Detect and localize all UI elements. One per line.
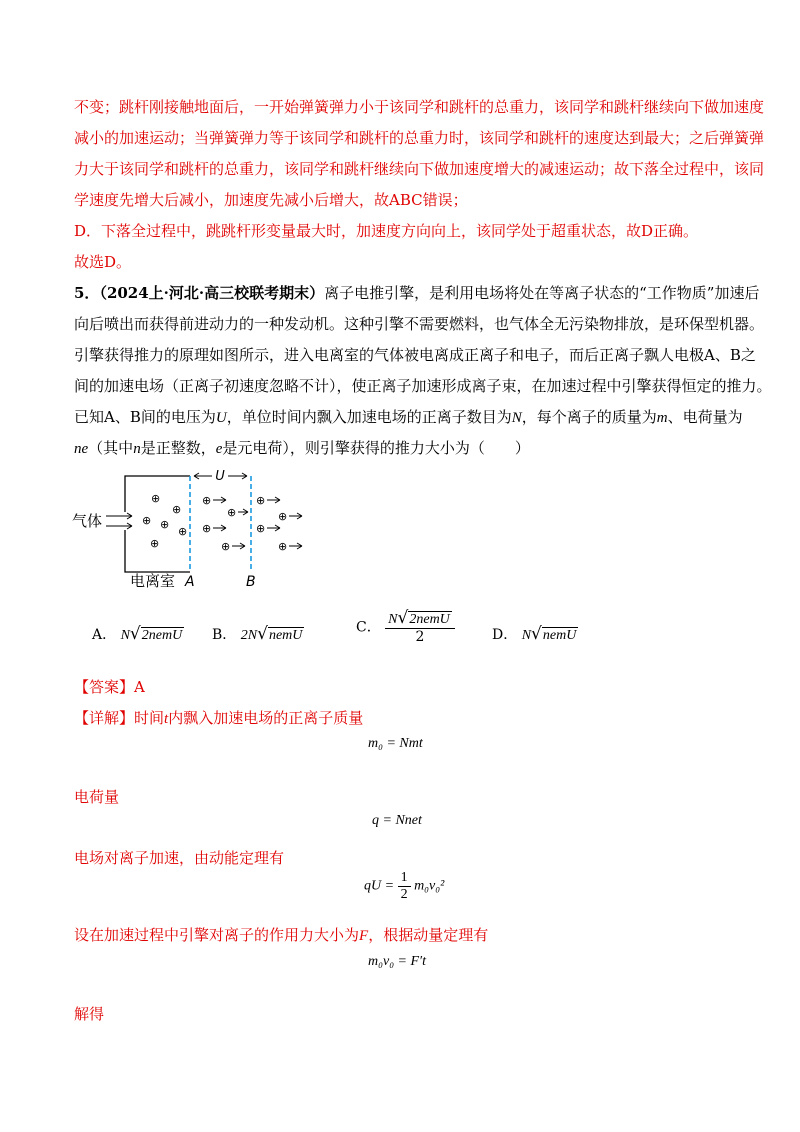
ion: ⊕: [160, 518, 170, 531]
prev-solution-line-3: 力大于该同学和跳杆的总重力，该同学和跳杆继续向下做加速度增大的减速运动；故下落全过程中，该同: [74, 160, 765, 178]
question-line-3: 引擎获得推力的原理如图所示，进入电离室的气体被电离成正离子和电子，而后正离子飘人电极A、B之: [74, 346, 756, 364]
answer-tag: 【答案】: [74, 678, 135, 696]
detail-line-2: 电荷量: [74, 788, 120, 806]
text-fragment: 设在加速过程中引擎对离子的作用力大小为: [74, 926, 360, 944]
sqrt-icon: √: [257, 624, 268, 644]
option-D-coef: N: [521, 628, 532, 643]
ion: ⊕: [202, 494, 212, 507]
var-ne: ne: [74, 441, 89, 457]
ion-arrow: [289, 543, 302, 549]
ion-arrow: [238, 509, 248, 515]
ion: ⊕: [172, 503, 182, 516]
detail-tag: 【详解】: [74, 709, 135, 727]
eq3-denominator: 2: [400, 887, 408, 902]
question-source: （2024上·河北·高三校联考期末）: [99, 284, 325, 302]
text-fragment: （其中: [88, 439, 134, 457]
option-A-radicand: 2nemU: [141, 628, 183, 643]
sqrt-icon: √: [129, 624, 141, 644]
option-C-coef: N: [388, 612, 398, 627]
ion: ⊕: [278, 540, 288, 553]
ion-arrow: [213, 525, 226, 531]
question-line-4: 间的加速电场（正离子初速度忽略不计），使正离子加速形成离子束，在加速过程中引擎获得恒定的推力。: [74, 377, 772, 395]
ion: ⊕: [278, 510, 288, 523]
var-e: e: [215, 441, 223, 457]
eq3-fraction: [398, 870, 411, 903]
var-n: n: [133, 441, 141, 457]
var-F: F: [359, 928, 369, 944]
answer-line: [74, 676, 145, 697]
sqrt-icon: √: [397, 608, 409, 628]
var-N: N: [511, 410, 522, 426]
option-A-coef: N: [120, 628, 130, 643]
option-A: [92, 624, 184, 644]
label-B: B: [246, 574, 256, 588]
question-line-5: [74, 406, 743, 427]
label-chamber: 电离室: [130, 572, 176, 588]
prev-solution-line-2: 减小的加速运动；当弹簧弹力等于该同学和跳杆的总重力时，该同学和跳杆的速度达到最大；之后弹簧弹: [74, 129, 765, 147]
ion: ⊕: [150, 537, 160, 550]
ion: ⊕: [151, 492, 161, 505]
question-number: 5．: [74, 284, 100, 302]
ion: ⊕: [142, 514, 152, 527]
text-fragment: 已知A、B间的电压为: [74, 408, 216, 426]
ion: ⊕: [221, 540, 231, 553]
ion-arrow: [267, 497, 280, 503]
equation-3: [364, 870, 444, 903]
detail-line-3: 电场对离子加速，由动能定理有: [74, 849, 285, 867]
ion-engine-diagram: [70, 468, 330, 588]
ion: ⊕: [227, 506, 237, 519]
equation-2: q = Nnet: [372, 813, 422, 828]
ions-beam: [256, 494, 302, 553]
var-m: m: [656, 410, 668, 426]
option-C-denominator: 2: [415, 629, 425, 645]
option-C-fraction: [385, 608, 455, 645]
var-t: t: [164, 711, 169, 727]
prev-solution-line-6: 故选D。: [74, 253, 132, 271]
text-fragment: ，根据动量定理有: [368, 926, 489, 944]
ion: ⊕: [256, 522, 266, 535]
question-line-1: [74, 282, 759, 303]
ion-arrow: [213, 497, 226, 503]
equation-1: m₀ = Nmt: [368, 736, 423, 751]
text-fragment: 是正整数，: [140, 439, 216, 457]
eq3-right: m₀v₀²: [414, 878, 445, 894]
ion: ⊕: [256, 494, 266, 507]
ion-arrow: [232, 543, 245, 549]
text-fragment: ，单位时间内飘入加速电场的正离子数目为: [226, 408, 512, 426]
var-U: U: [215, 410, 227, 426]
text-fragment: 内飘入加速电场的正离子质量: [168, 709, 364, 727]
option-B-radicand: nemU: [268, 628, 303, 643]
label-gas: 气体: [72, 512, 103, 530]
text-fragment: 时间: [134, 709, 165, 727]
ion: ⊕: [178, 525, 188, 538]
option-D-label: D．: [492, 627, 518, 643]
ion-arrow: [289, 513, 302, 519]
equation-4: m₀v₀ = F′t: [368, 954, 427, 969]
detail-line-1: [74, 707, 363, 728]
sqrt-icon: √: [531, 624, 542, 644]
option-D: [492, 624, 578, 644]
question-line-2: 向后喷出而获得前进动力的一种发动机。这种引擎不需要燃料，也气体全无污染物排放，是环保型机器。: [74, 315, 765, 333]
eq3-numerator: 1: [398, 870, 411, 887]
option-C-radicand: 2nemU: [409, 612, 450, 627]
option-C: [356, 608, 455, 645]
option-C-label: C．: [356, 619, 381, 636]
answer-value: A: [134, 678, 145, 696]
prev-solution-line-4: 学速度先增大后减小，加速度先减小后增大，故ABC错误；: [74, 191, 468, 209]
ions-accelerating: [202, 494, 248, 553]
prev-solution-line-5: D．下落全过程中，跳跳杆形变量最大时，加速度方向向上，该同学处于超重状态，故D正确。: [74, 222, 699, 240]
detail-line-4: [74, 924, 488, 945]
prev-solution-line-1: 不变；跳杆刚接触地面后，一开始弹簧弹力小于该同学和跳杆的总重力，该同学和跳杆继续向下做加速度: [74, 98, 765, 116]
eq3-left: qU =: [364, 878, 395, 894]
question-text: 离子电推引擎，是利用电场将处在等离子状态的“工作物质”加速后: [324, 284, 760, 302]
option-B-label: B．: [212, 627, 237, 643]
detail-line-5: 解得: [74, 1005, 105, 1023]
ion: ⊕: [202, 522, 212, 535]
text-fragment: 、电荷量为: [667, 408, 743, 426]
question-line-6: [74, 437, 530, 458]
text-fragment: ，每个离子的质量为: [521, 408, 657, 426]
option-B: [212, 624, 304, 644]
ion-arrow: [267, 525, 280, 531]
option-B-coef: 2N: [240, 628, 258, 643]
label-A: A: [185, 574, 195, 588]
option-D-radicand: nemU: [542, 628, 577, 643]
option-A-label: A．: [92, 627, 117, 643]
text-fragment: 是元电荷），则引擎获得的推力大小为（ ）: [222, 439, 530, 457]
label-U: U: [215, 469, 225, 484]
